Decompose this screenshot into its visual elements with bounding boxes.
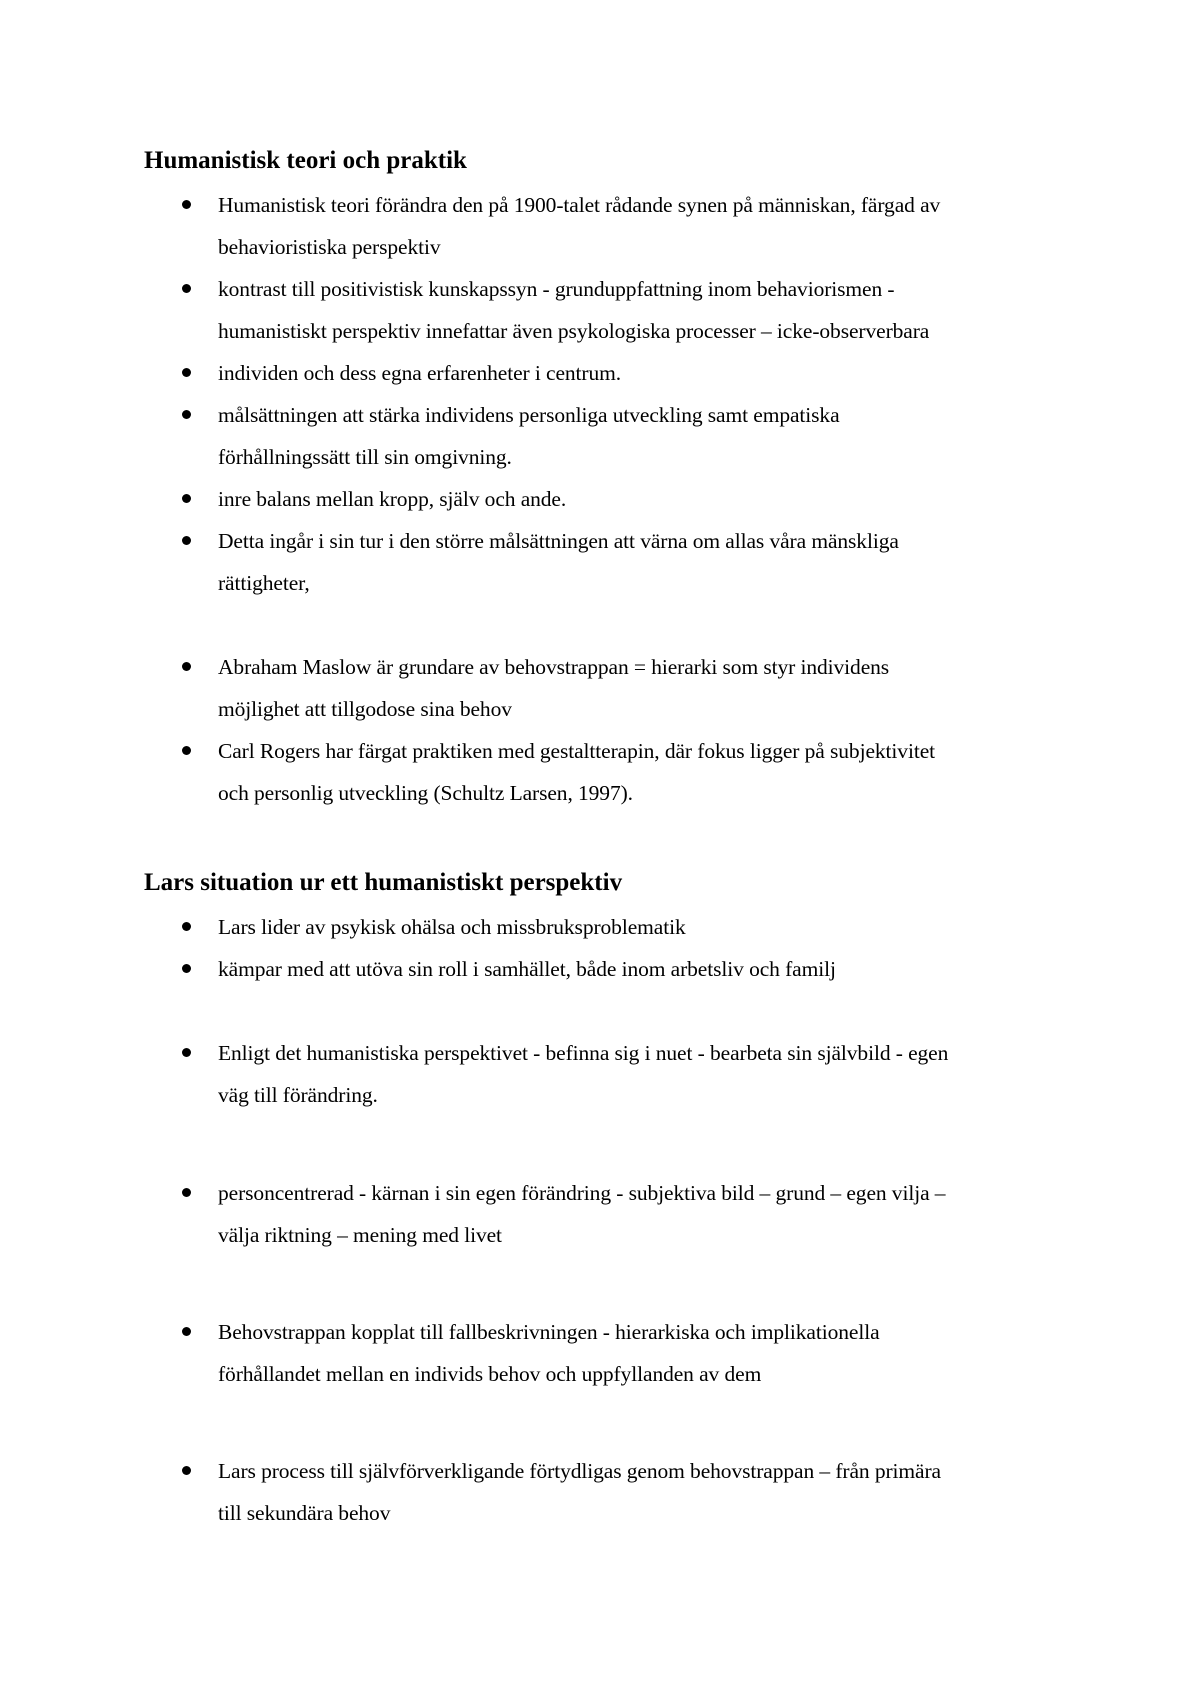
bullet-icon (182, 1327, 191, 1336)
list-item-text: välja riktning – mening med livet (218, 1223, 502, 1247)
section-heading-humanistisk-teori: Humanistisk teori och praktik (144, 147, 467, 174)
list-item-text: möjlighet att tillgodose sina behov (218, 697, 512, 721)
bullet-icon (182, 964, 191, 973)
list-item-text: Lars lider av psykisk ohälsa och missbruksproblematik (218, 915, 686, 939)
bullet-icon (182, 922, 191, 931)
list-item-text: Humanistisk teori förändra den på 1900-talet rådande synen på människan, färgad av (218, 193, 941, 217)
list-item-text: Enligt det humanistiska perspektivet - befinna sig i nuet - bearbeta sin självbild - egen (218, 1041, 949, 1065)
list-item-text: kontrast till positivistisk kunskapssyn - grunduppfattning inom behaviorismen - (218, 277, 895, 301)
list-item-text: väg till förändring. (218, 1083, 378, 1107)
list-item-text: behavioristiska perspektiv (218, 235, 441, 259)
list-item-text: målsättningen att stärka individens personliga utveckling samt empatiska (218, 403, 840, 427)
list-item-text: personcentrerad - kärnan i sin egen förändring - subjektiva bild – grund – egen vilja – (218, 1181, 946, 1205)
list-item-text: Abraham Maslow är grundare av behovstrappan = hierarki som styr individens (218, 655, 890, 679)
list-item-text: inre balans mellan kropp, själv och ande. (218, 487, 567, 511)
bullet-icon (182, 200, 191, 209)
list-item-text: Behovstrappan kopplat till fallbeskrivningen - hierarkiska och implikationella (218, 1320, 880, 1344)
bullet-icon (182, 746, 191, 755)
list-item-text: och personlig utveckling (Schultz Larsen, 1997). (218, 781, 633, 805)
list-item-text: humanistiskt perspektiv innefattar även psykologiska processer – icke-observerbara (218, 319, 930, 343)
list-item-text: kämpar med att utöva sin roll i samhället, både inom arbetsliv och familj (218, 957, 836, 981)
bullet-icon (182, 536, 191, 545)
bullet-icon (182, 1188, 191, 1197)
bullet-icon (182, 284, 191, 293)
list-item-text: förhållningssätt till sin omgivning. (218, 445, 512, 469)
bullet-icon (182, 1466, 191, 1475)
list-item-text: Detta ingår i sin tur i den större målsättningen att värna om allas våra mänskliga (218, 529, 899, 553)
bullet-icon (182, 368, 191, 377)
list-item-text: till sekundära behov (218, 1501, 391, 1525)
list-item-text: individen och dess egna erfarenheter i centrum. (218, 361, 622, 385)
bullet-icon (182, 410, 191, 419)
list-item-text: Carl Rogers har färgat praktiken med gestaltterapin, där fokus ligger på subjektivitet (218, 739, 936, 763)
bullet-icon (182, 662, 191, 671)
bullet-icon (182, 494, 191, 503)
list-item-text: rättigheter, (218, 571, 310, 595)
section-heading-lars-situation: Lars situation ur ett humanistiskt perspektiv (144, 869, 623, 896)
list-item-text: förhållandet mellan en individs behov och uppfyllanden av dem (218, 1362, 762, 1386)
bullet-icon (182, 1048, 191, 1057)
list-item-text: Lars process till självförverkligande förtydligas genom behovstrappan – från primära (218, 1459, 941, 1483)
